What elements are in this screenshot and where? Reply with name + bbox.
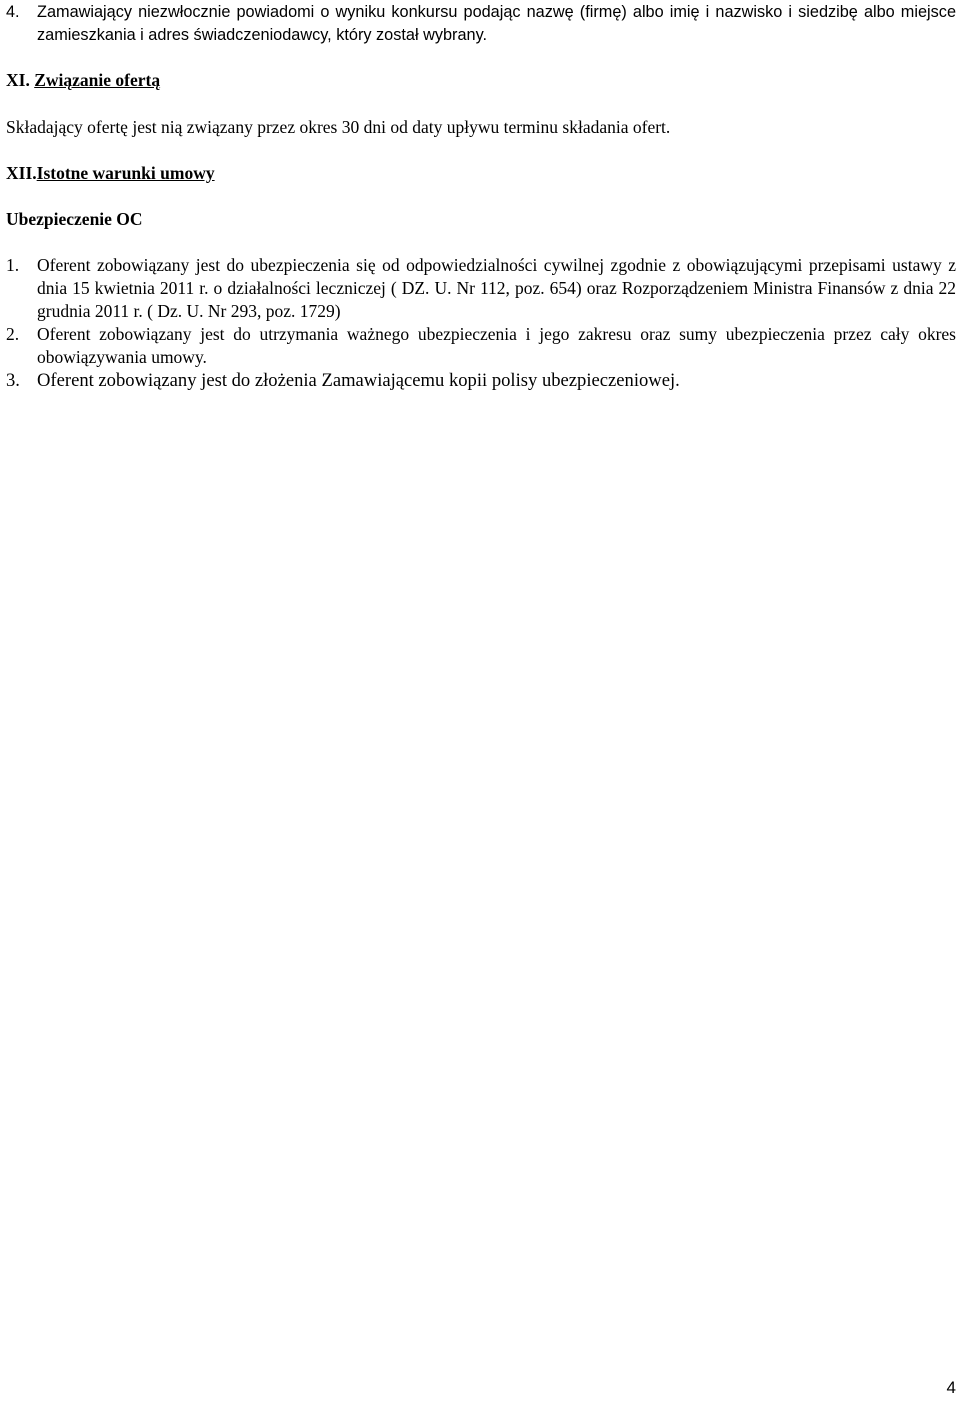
section-xi-number: XI.	[6, 70, 30, 90]
list-item-text: Oferent zobowiązany jest do złożenia Zamawiającemu kopii polisy ubezpieczeniowej.	[37, 370, 680, 391]
section-xii-heading	[6, 162, 215, 185]
list-item-3	[6, 369, 956, 392]
section-xii-title: Istotne warunki umowy	[36, 163, 215, 183]
list-item-1	[6, 254, 956, 323]
list-item-number: 3.	[6, 370, 20, 391]
list-item-4	[6, 1, 956, 47]
section-xii-subtitle: Ubezpieczenie OC	[6, 209, 143, 229]
list-item-number: 1.	[6, 255, 20, 275]
list-item-number: 2.	[6, 324, 20, 344]
list-item-text: Oferent zobowiązany jest do ubezpieczenia się od odpowiedzialności cywilnej zgodnie z obowiązującymi przepisami ustawy z dnia 15 kwietnia 2011 r. o działalności leczniczej ( DZ. U. Nr 112, poz. 654) oraz Rozporządzeniem Ministra Finansów z dnia 22 grudnia 2011 r. ( Dz. U. Nr 293, poz. 1729)	[37, 255, 956, 321]
list-item-text: Oferent zobowiązany jest do utrzymania ważnego ubezpieczenia i jego zakresu oraz sumy ubezpieczenia przez cały okres obowiązywania umowy.	[37, 324, 956, 367]
list-item-number: 4.	[6, 3, 20, 21]
section-xii-number: XII.	[6, 163, 37, 183]
list-item-2	[6, 323, 956, 369]
section-xi-text: Składający ofertę jest nią związany przez okres 30 dni od daty upływu terminu składania ofert.	[6, 117, 671, 137]
page-number: 4	[946, 1378, 956, 1397]
section-xi-title: Związanie ofertą	[34, 70, 161, 90]
list-item-text: Zamawiający niezwłocznie powiadomi o wyniku konkursu podając nazwę (firmę) albo imię i nazwisko i siedzibę albo miejsce zamieszkania i adres świadczeniodawcy, który został wybrany.	[37, 3, 956, 44]
section-xi-heading	[6, 69, 160, 92]
